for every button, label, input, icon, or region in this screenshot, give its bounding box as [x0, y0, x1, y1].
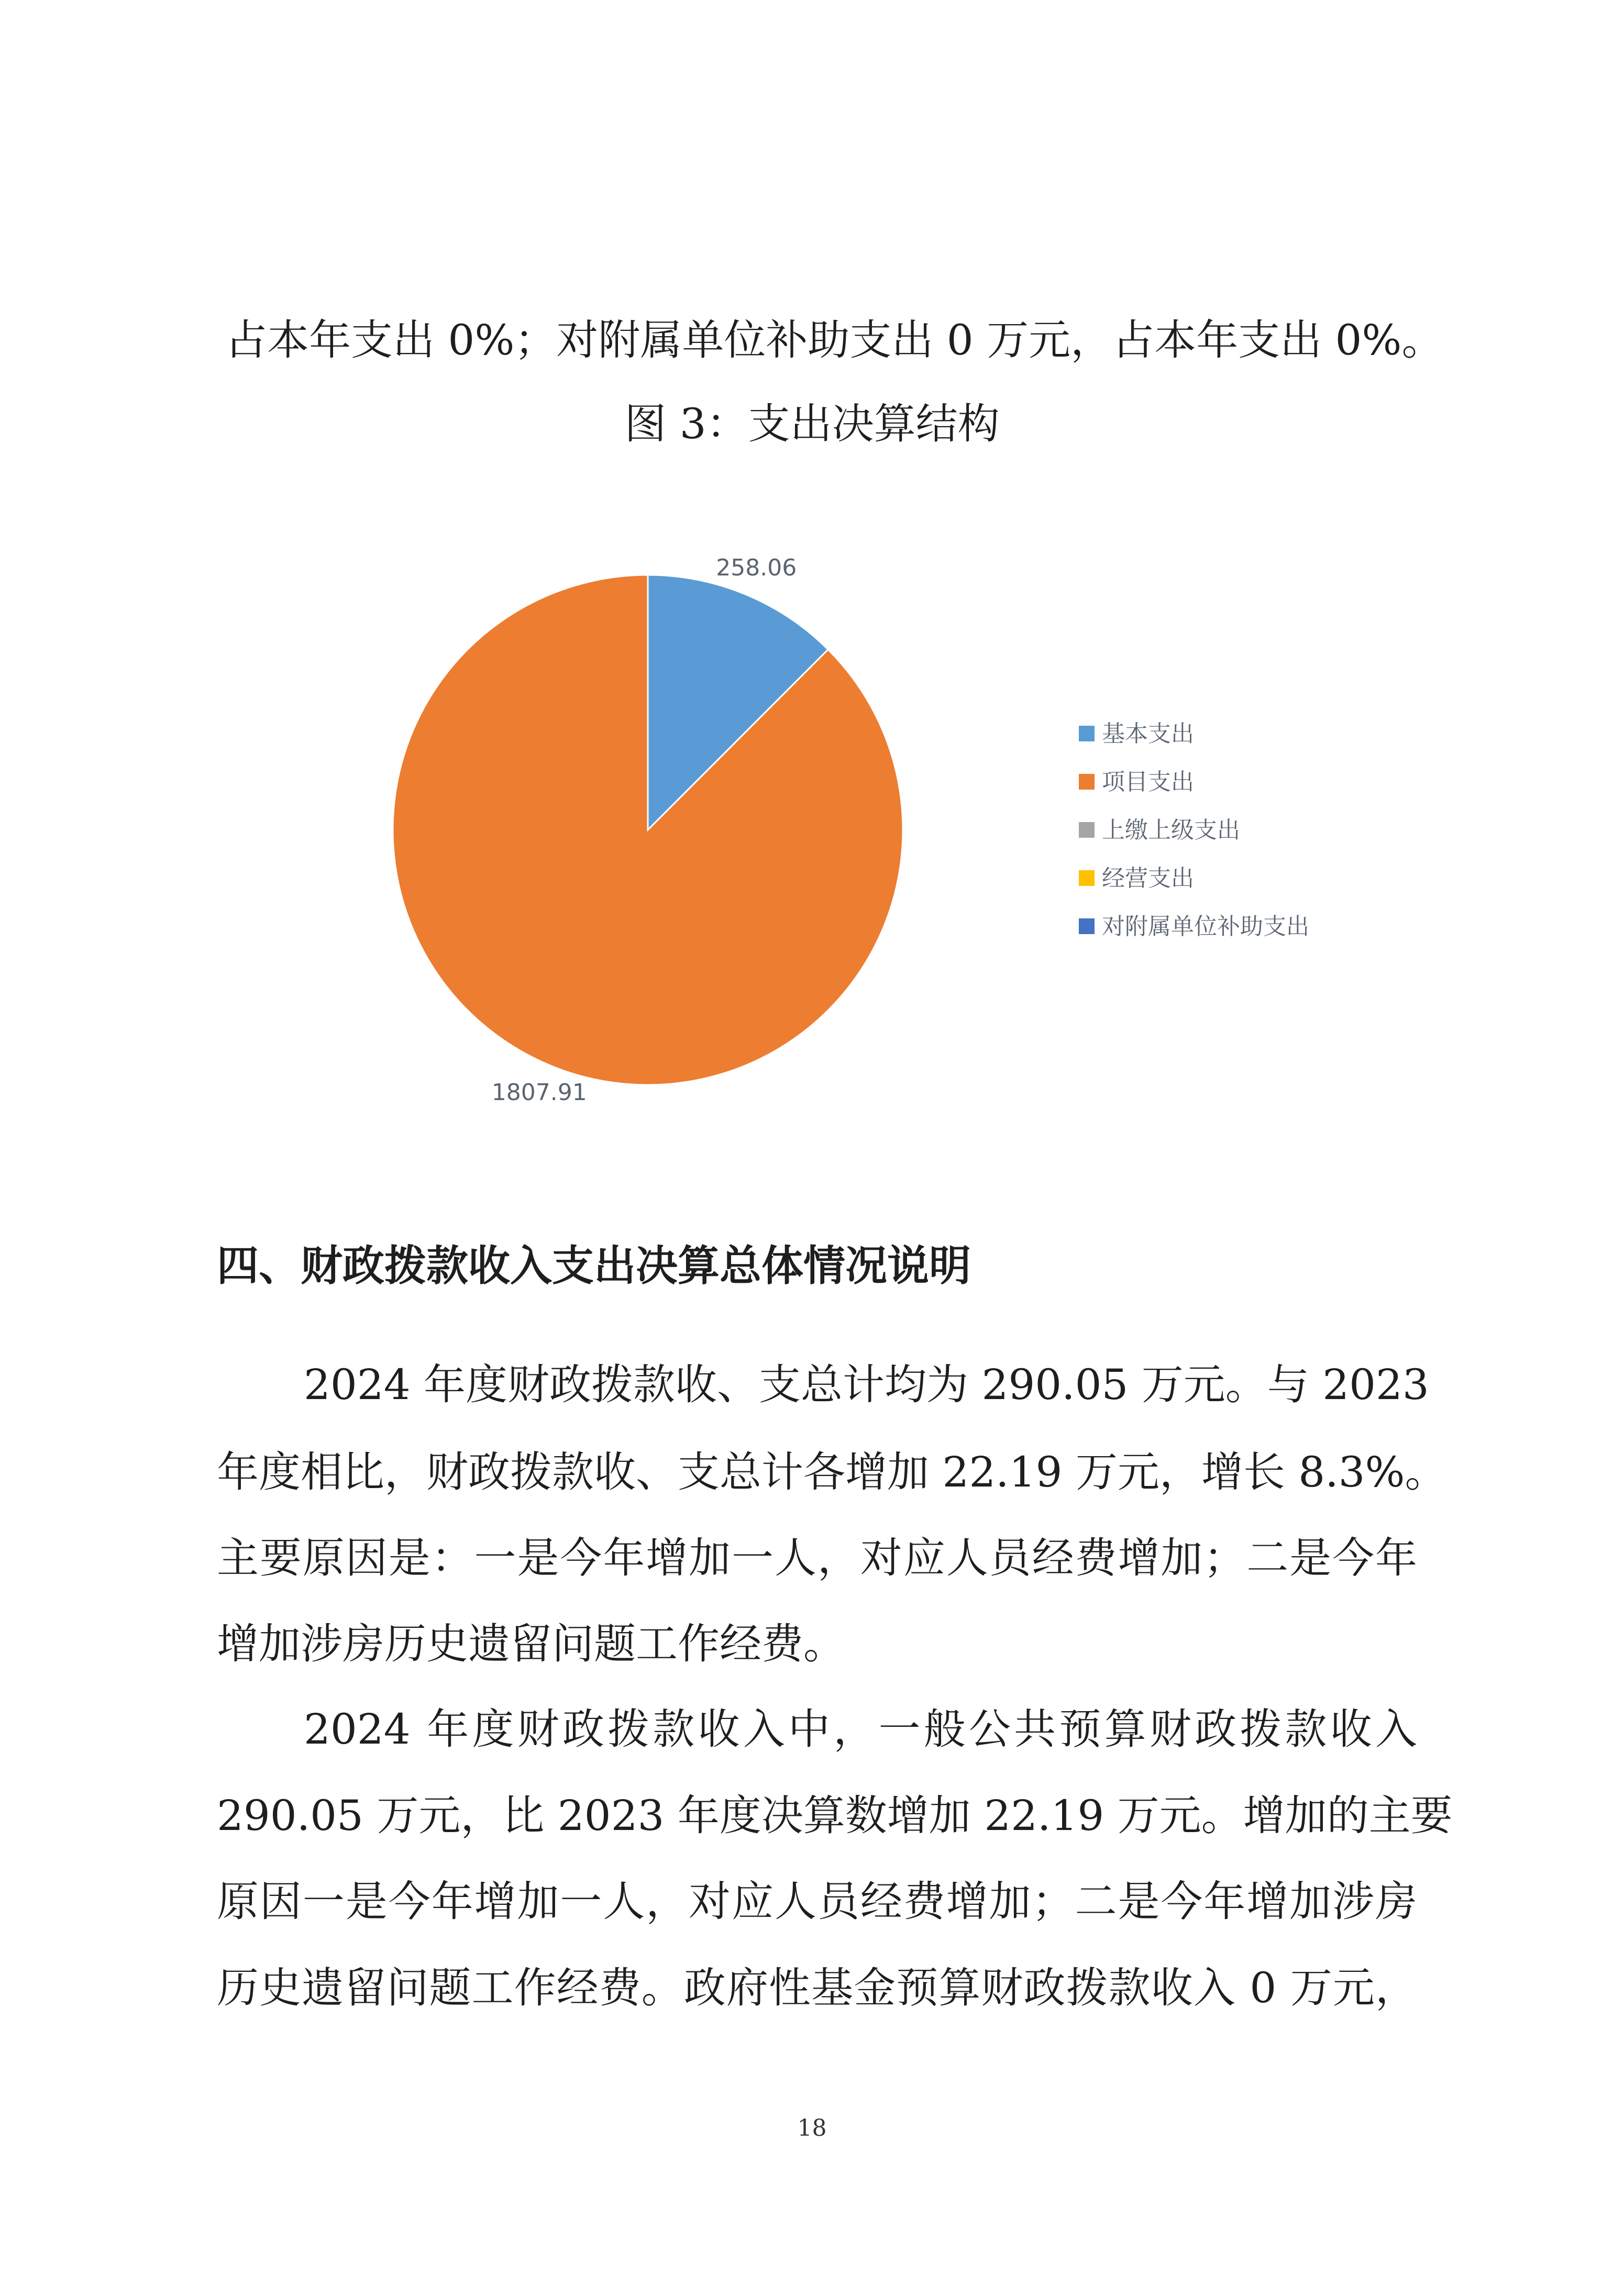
pie-data-label: 1807.91 [491, 1079, 587, 1106]
legend-label: 项目支出 [1102, 769, 1194, 795]
paragraph2-line: 历史遗留问题工作经费。政府性基金预算财政拨款收入 0 万元， [217, 1964, 1417, 2012]
legend-swatch [1079, 726, 1095, 741]
paragraph1-line: 2024 年度财政拨款收、支总计均为 290.05 万元。与 2023 [304, 1360, 1429, 1409]
section-heading: 四、财政拨款收入支出决算总体情况说明 [217, 1241, 971, 1290]
legend-label: 上缴上级支出 [1102, 817, 1240, 844]
figure-caption: 图 3：支出决算结构 [624, 400, 1000, 448]
legend-swatch [1079, 918, 1095, 934]
chart-legend [1079, 720, 1309, 940]
top-text-line: 占本年支出 0%；对附属单位补助支出 0 万元，占本年支出 0%。 [225, 316, 1444, 364]
pie-slices [393, 575, 903, 1085]
paragraph2-line: 290.05 万元，比 2023 年度决算数增加 22.19 万元。增加的主要 [217, 1791, 1453, 1840]
paragraph1-line: 主要原因是：一是今年增加一人，对应人员经费增加；二是今年 [217, 1534, 1417, 1582]
page-number: 18 [797, 2115, 827, 2142]
legend-label: 基本支出 [1102, 720, 1194, 747]
legend-label: 经营支出 [1102, 865, 1194, 892]
paragraph1-line: 年度相比，财政拨款收、支总计各增加 22.19 万元，增长 8.3%。 [217, 1448, 1447, 1496]
paragraph2-line: 2024 年度财政拨款收入中，一般公共预算财政拨款收入 [304, 1705, 1417, 1754]
paragraph1-line: 增加涉房历史遗留问题工作经费。 [217, 1620, 845, 1668]
pie-slice-2 [393, 575, 903, 1085]
legend-swatch [1079, 870, 1095, 886]
legend-swatch [1079, 822, 1095, 838]
legend-swatch [1079, 774, 1095, 790]
pie-data-label: 258.06 [716, 554, 797, 582]
legend-label: 对附属单位补助支出 [1102, 913, 1309, 940]
paragraph2-line: 原因一是今年增加一人，对应人员经费增加；二是今年增加涉房 [217, 1877, 1417, 1926]
